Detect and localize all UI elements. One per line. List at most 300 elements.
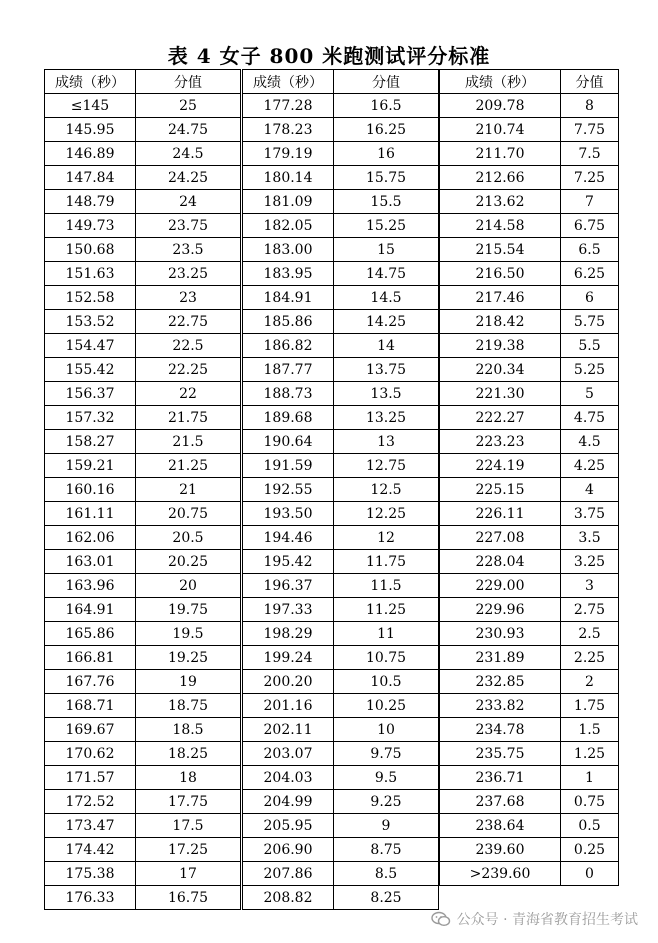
table-row	[45, 94, 241, 118]
score-cell: 17	[136, 862, 241, 886]
time-cell: 235.75	[440, 742, 561, 766]
score-cell: 7.25	[561, 166, 619, 190]
table-row	[440, 670, 619, 694]
score-cell: 0.75	[561, 790, 619, 814]
time-cell: 146.89	[45, 142, 136, 166]
time-cell: 179.19	[243, 142, 334, 166]
table-row	[440, 406, 619, 430]
time-cell: 147.84	[45, 166, 136, 190]
time-cell: 170.62	[45, 742, 136, 766]
table-row	[440, 454, 619, 478]
time-cell: 155.42	[45, 358, 136, 382]
score-cell: 22.5	[136, 334, 241, 358]
table-row	[45, 598, 241, 622]
score-cell: 17.75	[136, 790, 241, 814]
table-row	[45, 790, 241, 814]
score-cell: 1.5	[561, 718, 619, 742]
score-cell: 9	[334, 814, 439, 838]
time-cell: 224.19	[440, 454, 561, 478]
table-row	[243, 838, 439, 862]
time-cell: 169.67	[45, 718, 136, 742]
table-row	[243, 766, 439, 790]
time-cell: 171.57	[45, 766, 136, 790]
table-row	[440, 238, 619, 262]
table-row	[45, 862, 241, 886]
score-cell: 11.25	[334, 598, 439, 622]
time-cell: 230.93	[440, 622, 561, 646]
score-cell: 15.75	[334, 166, 439, 190]
time-cell: 172.52	[45, 790, 136, 814]
table-row	[45, 430, 241, 454]
table-row	[440, 382, 619, 406]
score-cell: 13.75	[334, 358, 439, 382]
score-cell: 22.75	[136, 310, 241, 334]
score-cell: 14	[334, 334, 439, 358]
table-row	[243, 478, 439, 502]
time-cell: 149.73	[45, 214, 136, 238]
time-cell: 214.58	[440, 214, 561, 238]
score-cell: 12.25	[334, 502, 439, 526]
table-row	[243, 790, 439, 814]
score-cell: 2.75	[561, 598, 619, 622]
time-cell: 208.82	[243, 886, 334, 910]
score-cell: 7.5	[561, 142, 619, 166]
time-cell: 166.81	[45, 646, 136, 670]
table-row	[45, 574, 241, 598]
score-cell: 8	[561, 94, 619, 118]
table-row	[45, 622, 241, 646]
table-row	[440, 718, 619, 742]
score-cell: 15.5	[334, 190, 439, 214]
time-cell: 188.73	[243, 382, 334, 406]
time-cell: 201.16	[243, 694, 334, 718]
time-cell: 232.85	[440, 670, 561, 694]
time-cell: 215.54	[440, 238, 561, 262]
table-row	[243, 886, 439, 910]
table-row	[243, 526, 439, 550]
score-cell: 2.25	[561, 646, 619, 670]
table-row	[45, 694, 241, 718]
table-row	[45, 142, 241, 166]
time-cell: >239.60	[440, 862, 561, 886]
time-cell: 210.74	[440, 118, 561, 142]
time-cell: 189.68	[243, 406, 334, 430]
score-cell: 22.25	[136, 358, 241, 382]
score-cell: 8.25	[334, 886, 439, 910]
time-cell: 159.21	[45, 454, 136, 478]
score-cell: 13.5	[334, 382, 439, 406]
time-cell: 153.52	[45, 310, 136, 334]
score-cell: 17.5	[136, 814, 241, 838]
table-row	[243, 862, 439, 886]
header-time: 成绩（秒）	[243, 70, 334, 94]
score-cell: 21	[136, 478, 241, 502]
table-row	[45, 454, 241, 478]
time-cell: 220.34	[440, 358, 561, 382]
time-cell: 205.95	[243, 814, 334, 838]
header-score: 分值	[561, 70, 619, 94]
score-cell: 23.5	[136, 238, 241, 262]
score-cell: 1	[561, 766, 619, 790]
table-row	[243, 430, 439, 454]
table-row	[440, 262, 619, 286]
score-cell: 5.75	[561, 310, 619, 334]
score-cell: 10.75	[334, 646, 439, 670]
time-cell: 209.78	[440, 94, 561, 118]
table-row	[45, 742, 241, 766]
table-row	[440, 430, 619, 454]
time-cell: 212.66	[440, 166, 561, 190]
score-cell: 16.5	[334, 94, 439, 118]
table-row	[243, 94, 439, 118]
score-cell: 15	[334, 238, 439, 262]
time-cell: 163.96	[45, 574, 136, 598]
table-row	[45, 526, 241, 550]
score-cell: 11.5	[334, 574, 439, 598]
table-row	[45, 190, 241, 214]
time-cell: 183.00	[243, 238, 334, 262]
time-cell: 161.11	[45, 502, 136, 526]
table-row	[45, 814, 241, 838]
score-cell: 19	[136, 670, 241, 694]
score-cell: 9.25	[334, 790, 439, 814]
score-cell: 14.25	[334, 310, 439, 334]
time-cell: 182.05	[243, 214, 334, 238]
wechat-icon	[431, 911, 451, 927]
table-row	[243, 622, 439, 646]
watermark-text: 公众号 · 青海省教育招生考试	[456, 912, 638, 928]
time-cell: 238.64	[440, 814, 561, 838]
time-cell: 197.33	[243, 598, 334, 622]
score-cell: 19.5	[136, 622, 241, 646]
time-cell: 221.30	[440, 382, 561, 406]
score-cell: 3.5	[561, 526, 619, 550]
score-cell: 10.5	[334, 670, 439, 694]
time-cell: 196.37	[243, 574, 334, 598]
score-cell: 7.75	[561, 118, 619, 142]
time-cell: 158.27	[45, 430, 136, 454]
score-cell: 16.25	[334, 118, 439, 142]
time-cell: 207.86	[243, 862, 334, 886]
score-cell: 13.25	[334, 406, 439, 430]
table-row	[243, 454, 439, 478]
time-cell: 186.82	[243, 334, 334, 358]
time-cell: 193.50	[243, 502, 334, 526]
table-row	[440, 574, 619, 598]
time-cell: 204.03	[243, 766, 334, 790]
time-cell: 234.78	[440, 718, 561, 742]
score-cell: 24.75	[136, 118, 241, 142]
table-row	[45, 838, 241, 862]
time-cell: 183.95	[243, 262, 334, 286]
score-table-1	[44, 69, 241, 910]
table-row	[243, 358, 439, 382]
score-cell: 8.75	[334, 838, 439, 862]
score-cell: 24.25	[136, 166, 241, 190]
page-title: 表 4 女子 800 米跑测试评分标准	[167, 44, 491, 68]
score-cell: 13	[334, 430, 439, 454]
score-cell: 4.75	[561, 406, 619, 430]
score-cell: 11	[334, 622, 439, 646]
time-cell: 162.06	[45, 526, 136, 550]
score-cell: 5	[561, 382, 619, 406]
time-cell: 160.16	[45, 478, 136, 502]
time-cell: 150.68	[45, 238, 136, 262]
time-cell: 165.86	[45, 622, 136, 646]
table-row	[45, 262, 241, 286]
time-cell: 218.42	[440, 310, 561, 334]
time-cell: 202.11	[243, 718, 334, 742]
score-cell: 24.5	[136, 142, 241, 166]
score-cell: 20.75	[136, 502, 241, 526]
time-cell: 211.70	[440, 142, 561, 166]
time-cell: 152.58	[45, 286, 136, 310]
score-cell: 0.25	[561, 838, 619, 862]
table-row	[440, 478, 619, 502]
score-cell: 10	[334, 718, 439, 742]
time-cell: 194.46	[243, 526, 334, 550]
time-cell: 231.89	[440, 646, 561, 670]
table-row	[243, 742, 439, 766]
time-cell: 148.79	[45, 190, 136, 214]
table-row	[243, 550, 439, 574]
table-row	[440, 862, 619, 886]
time-cell: 180.14	[243, 166, 334, 190]
header-time: 成绩（秒）	[45, 70, 136, 94]
time-cell: 203.07	[243, 742, 334, 766]
table-row	[440, 214, 619, 238]
table-row	[440, 622, 619, 646]
score-cell: 19.75	[136, 598, 241, 622]
time-cell: ≤145	[45, 94, 136, 118]
time-cell: 236.71	[440, 766, 561, 790]
table-row	[440, 286, 619, 310]
score-cell: 14.5	[334, 286, 439, 310]
table-row	[440, 838, 619, 862]
score-cell: 10.25	[334, 694, 439, 718]
time-cell: 223.23	[440, 430, 561, 454]
table-row	[243, 574, 439, 598]
score-cell: 3.75	[561, 502, 619, 526]
table-row	[45, 718, 241, 742]
score-table-2	[242, 69, 439, 910]
table-row	[45, 334, 241, 358]
score-cell: 18	[136, 766, 241, 790]
time-cell: 222.27	[440, 406, 561, 430]
score-cell: 18.25	[136, 742, 241, 766]
table-row	[243, 646, 439, 670]
time-cell: 157.32	[45, 406, 136, 430]
time-cell: 164.91	[45, 598, 136, 622]
score-cell: 20	[136, 574, 241, 598]
score-cell: 11.75	[334, 550, 439, 574]
time-cell: 184.91	[243, 286, 334, 310]
table-row	[45, 478, 241, 502]
table-row	[243, 694, 439, 718]
table-row	[243, 718, 439, 742]
table-row	[243, 262, 439, 286]
time-cell: 181.09	[243, 190, 334, 214]
table-row	[45, 358, 241, 382]
score-cell: 23.75	[136, 214, 241, 238]
table-row	[440, 334, 619, 358]
score-cell: 14.75	[334, 262, 439, 286]
table-row	[243, 118, 439, 142]
table-row	[440, 190, 619, 214]
score-cell: 23.25	[136, 262, 241, 286]
table-row	[45, 502, 241, 526]
time-cell: 198.29	[243, 622, 334, 646]
time-cell: 229.00	[440, 574, 561, 598]
table-row	[440, 550, 619, 574]
time-cell: 185.86	[243, 310, 334, 334]
table-row	[243, 502, 439, 526]
table-row	[45, 766, 241, 790]
time-cell: 227.08	[440, 526, 561, 550]
table-row	[45, 310, 241, 334]
score-cell: 6	[561, 286, 619, 310]
score-cell: 21.5	[136, 430, 241, 454]
score-cell: 9.5	[334, 766, 439, 790]
time-cell: 200.20	[243, 670, 334, 694]
header-score: 分值	[334, 70, 439, 94]
score-cell: 7	[561, 190, 619, 214]
table-row	[440, 814, 619, 838]
time-cell: 175.38	[45, 862, 136, 886]
table-row	[243, 334, 439, 358]
table-row	[440, 310, 619, 334]
score-cell: 5.5	[561, 334, 619, 358]
score-cell: 2	[561, 670, 619, 694]
score-cell: 12	[334, 526, 439, 550]
time-cell: 204.99	[243, 790, 334, 814]
score-cell: 6.75	[561, 214, 619, 238]
score-cell: 6.25	[561, 262, 619, 286]
table-row	[45, 406, 241, 430]
score-table-3	[439, 69, 619, 886]
score-cell: 21.25	[136, 454, 241, 478]
score-cell: 19.25	[136, 646, 241, 670]
table-row	[243, 214, 439, 238]
time-cell: 213.62	[440, 190, 561, 214]
score-cell: 1.75	[561, 694, 619, 718]
score-cell: 0.5	[561, 814, 619, 838]
score-cell: 21.75	[136, 406, 241, 430]
time-cell: 156.37	[45, 382, 136, 406]
table-row	[243, 166, 439, 190]
time-cell: 163.01	[45, 550, 136, 574]
time-cell: 199.24	[243, 646, 334, 670]
score-cell: 5.25	[561, 358, 619, 382]
score-cell: 25	[136, 94, 241, 118]
table-row	[243, 310, 439, 334]
table-row	[440, 790, 619, 814]
score-cell: 6.5	[561, 238, 619, 262]
score-cell: 15.25	[334, 214, 439, 238]
table-row	[45, 382, 241, 406]
table-row	[45, 886, 241, 910]
table-row	[440, 742, 619, 766]
score-cell: 9.75	[334, 742, 439, 766]
score-cell: 8.5	[334, 862, 439, 886]
time-cell: 173.47	[45, 814, 136, 838]
table-row	[440, 766, 619, 790]
time-cell: 145.95	[45, 118, 136, 142]
score-cell: 16	[334, 142, 439, 166]
time-cell: 206.90	[243, 838, 334, 862]
table-row	[45, 214, 241, 238]
table-row	[45, 286, 241, 310]
time-cell: 177.28	[243, 94, 334, 118]
score-cell: 20.25	[136, 550, 241, 574]
time-cell: 191.59	[243, 454, 334, 478]
score-cell: 12.75	[334, 454, 439, 478]
table-row	[243, 190, 439, 214]
table-row	[440, 598, 619, 622]
time-cell: 176.33	[45, 886, 136, 910]
table-row	[440, 166, 619, 190]
time-cell: 216.50	[440, 262, 561, 286]
score-cell: 4.5	[561, 430, 619, 454]
table-row	[243, 142, 439, 166]
time-cell: 168.71	[45, 694, 136, 718]
table-row	[440, 694, 619, 718]
table-row	[440, 358, 619, 382]
score-cell: 3.25	[561, 550, 619, 574]
score-cell: 4	[561, 478, 619, 502]
score-cell: 0	[561, 862, 619, 886]
table-row	[440, 94, 619, 118]
score-cell: 18.5	[136, 718, 241, 742]
table-row	[243, 406, 439, 430]
time-cell: 226.11	[440, 502, 561, 526]
time-cell: 192.55	[243, 478, 334, 502]
table-row	[243, 670, 439, 694]
table-row	[45, 670, 241, 694]
table-row	[45, 238, 241, 262]
score-cell: 17.25	[136, 838, 241, 862]
table-row	[45, 118, 241, 142]
score-cell: 23	[136, 286, 241, 310]
score-cell: 1.25	[561, 742, 619, 766]
score-cell: 3	[561, 574, 619, 598]
score-cell: 18.75	[136, 694, 241, 718]
table-row	[243, 382, 439, 406]
score-cell: 12.5	[334, 478, 439, 502]
table-row	[243, 238, 439, 262]
table-row	[440, 118, 619, 142]
score-cell: 22	[136, 382, 241, 406]
time-cell: 229.96	[440, 598, 561, 622]
time-cell: 228.04	[440, 550, 561, 574]
time-cell: 225.15	[440, 478, 561, 502]
table-row	[243, 598, 439, 622]
time-cell: 219.38	[440, 334, 561, 358]
time-cell: 187.77	[243, 358, 334, 382]
time-cell: 190.64	[243, 430, 334, 454]
watermark	[431, 909, 638, 929]
score-cell: 2.5	[561, 622, 619, 646]
table-row	[440, 526, 619, 550]
time-cell: 174.42	[45, 838, 136, 862]
time-cell: 237.68	[440, 790, 561, 814]
score-cell: 16.75	[136, 886, 241, 910]
table-row	[45, 166, 241, 190]
table-row	[440, 502, 619, 526]
table-row	[243, 286, 439, 310]
table-row	[440, 646, 619, 670]
table-row	[45, 550, 241, 574]
